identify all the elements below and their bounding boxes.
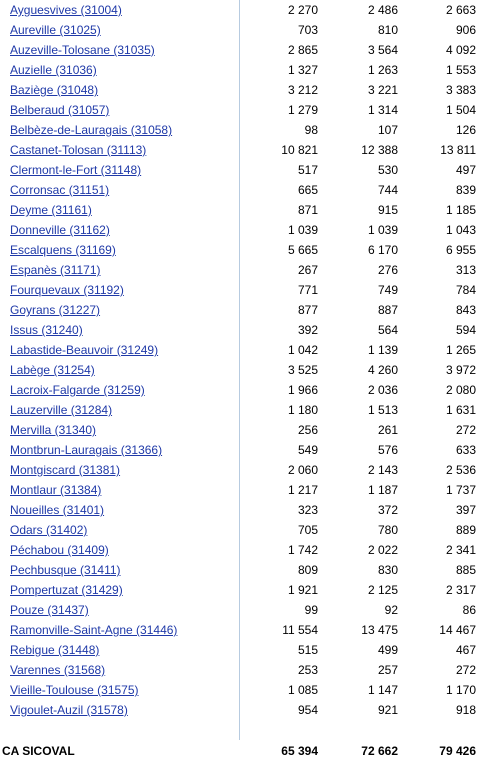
population-value-3: 2 341 xyxy=(445,543,476,557)
population-value-2: 276 xyxy=(377,263,398,277)
population-value-2: 564 xyxy=(377,323,398,337)
population-value-3: 3 383 xyxy=(445,83,476,97)
table-row xyxy=(0,140,480,160)
commune-link[interactable]: Pouze (31437) xyxy=(10,603,89,617)
population-value-3: 2 536 xyxy=(445,463,476,477)
commune-link[interactable]: Noueilles (31401) xyxy=(10,503,105,517)
population-value-1: 323 xyxy=(297,503,318,517)
table-row xyxy=(0,620,480,640)
population-value-2: 12 388 xyxy=(361,143,398,157)
population-value-1: 705 xyxy=(297,523,318,537)
commune-name-cell xyxy=(0,100,240,120)
population-value-3: 839 xyxy=(455,183,476,197)
population-value-1: 1 039 xyxy=(287,223,318,237)
population-value-3: 885 xyxy=(455,563,476,577)
commune-link[interactable]: Montgiscard (31381) xyxy=(10,463,121,477)
commune-name-cell xyxy=(0,520,240,540)
commune-link[interactable]: Vigoulet-Auzil (31578) xyxy=(10,703,128,717)
commune-link[interactable]: Donneville (31162) xyxy=(10,223,110,237)
commune-link[interactable]: Pechbusque (31411) xyxy=(10,563,121,577)
table-row xyxy=(0,380,480,400)
population-value-2: 2 036 xyxy=(367,383,398,397)
population-value-2: 1 139 xyxy=(367,343,398,357)
commune-link[interactable]: Lauzerville (31284) xyxy=(10,403,113,417)
table-row xyxy=(0,260,480,280)
population-value-1: 954 xyxy=(297,703,318,717)
population-value-2: 915 xyxy=(377,203,398,217)
commune-link[interactable]: Deyme (31161) xyxy=(10,203,92,217)
table-row xyxy=(0,360,480,380)
population-value-2: 530 xyxy=(377,163,398,177)
commune-link[interactable]: Belbèze-de-Lauragais (31058) xyxy=(10,123,173,137)
table-row xyxy=(0,520,480,540)
table-row xyxy=(0,300,480,320)
commune-link[interactable]: Belberaud (31057) xyxy=(10,103,110,117)
commune-link[interactable]: Auzeville-Tolosane (31035) xyxy=(10,43,155,57)
population-value-2: 257 xyxy=(377,663,398,677)
commune-link[interactable]: Pompertuzat (31429) xyxy=(10,583,123,597)
population-value-2: 2 125 xyxy=(367,583,398,597)
population-value-3: 1 737 xyxy=(445,483,476,497)
population-value-2: 744 xyxy=(377,183,398,197)
population-value-2: 1 263 xyxy=(367,63,398,77)
table-row xyxy=(0,560,480,580)
commune-link[interactable]: Corronsac (31151) xyxy=(10,183,110,197)
population-value-3: 2 080 xyxy=(445,383,476,397)
population-value-1: 1 085 xyxy=(287,683,318,697)
commune-name-cell xyxy=(0,560,240,580)
commune-link[interactable]: Escalquens (31169) xyxy=(10,243,116,257)
table-row xyxy=(0,600,480,620)
table-row xyxy=(0,400,480,420)
commune-name-cell xyxy=(0,260,240,280)
commune-name-cell xyxy=(0,160,240,180)
population-value-3: 126 xyxy=(455,123,476,137)
population-value-1: 1 180 xyxy=(287,403,318,417)
population-value-3: 918 xyxy=(455,703,476,717)
commune-name-cell xyxy=(0,320,240,340)
population-value-1: 871 xyxy=(297,203,318,217)
commune-name-cell xyxy=(0,580,240,600)
total-row xyxy=(0,740,480,762)
population-value-3: 14 467 xyxy=(439,623,476,637)
table-row xyxy=(0,120,480,140)
table-row xyxy=(0,200,480,220)
commune-link[interactable]: Rebigue (31448) xyxy=(10,643,100,657)
population-value-2: 372 xyxy=(377,503,398,517)
population-value-3: 4 092 xyxy=(445,43,476,57)
population-value-3: 843 xyxy=(455,303,476,317)
table-row xyxy=(0,60,480,80)
commune-name-cell xyxy=(0,660,240,680)
population-value-3: 889 xyxy=(455,523,476,537)
commune-name-cell xyxy=(0,140,240,160)
table-row xyxy=(0,180,480,200)
commune-name-cell xyxy=(0,40,240,60)
commune-name-cell xyxy=(0,300,240,320)
table-spacer xyxy=(0,720,480,740)
commune-link[interactable]: Fourquevaux (31192) xyxy=(10,283,124,297)
population-value-2: 2 486 xyxy=(367,3,398,17)
population-value-2: 107 xyxy=(377,123,398,137)
population-value-2: 2 143 xyxy=(367,463,398,477)
population-value-3: 6 955 xyxy=(445,243,476,257)
table-row xyxy=(0,320,480,340)
population-value-1: 517 xyxy=(297,163,318,177)
commune-link[interactable]: Montlaur (31384) xyxy=(10,483,102,497)
commune-name-cell xyxy=(0,500,240,520)
table-row xyxy=(0,160,480,180)
commune-name-cell xyxy=(0,200,240,220)
commune-name-cell xyxy=(0,80,240,100)
population-value-1: 809 xyxy=(297,563,318,577)
population-value-1: 11 554 xyxy=(282,623,318,637)
table-row xyxy=(0,220,480,240)
table-row xyxy=(0,700,480,720)
population-value-2: 810 xyxy=(377,23,398,37)
table-row xyxy=(0,680,480,700)
spacer-cell xyxy=(0,720,240,740)
commune-name-cell xyxy=(0,220,240,240)
population-value-1: 3 212 xyxy=(287,83,318,97)
commune-link[interactable]: Varennes (31568) xyxy=(10,663,106,677)
population-value-1: 3 525 xyxy=(287,363,318,377)
total-value-1: 65 394 xyxy=(281,744,318,758)
population-value-1: 253 xyxy=(297,663,318,677)
population-value-3: 633 xyxy=(455,443,476,457)
population-value-2: 3 564 xyxy=(367,43,398,57)
population-value-3: 313 xyxy=(455,263,476,277)
table-row xyxy=(0,100,480,120)
population-value-2: 749 xyxy=(377,283,398,297)
table-row xyxy=(0,460,480,480)
table-row xyxy=(0,340,480,360)
population-value-2: 3 221 xyxy=(367,83,398,97)
population-value-3: 2 663 xyxy=(445,3,476,17)
population-value-1: 1 279 xyxy=(287,103,318,117)
population-value-2: 13 475 xyxy=(361,623,398,637)
commune-name-cell xyxy=(0,600,240,620)
population-value-2: 1 147 xyxy=(367,683,398,697)
population-value-1: 1 327 xyxy=(287,63,318,77)
population-value-1: 1 742 xyxy=(287,543,318,557)
commune-link[interactable]: Vieille-Toulouse (31575) xyxy=(10,683,139,697)
commune-link[interactable]: Odars (31402) xyxy=(10,523,88,537)
population-value-3: 1 185 xyxy=(445,203,476,217)
population-value-2: 4 260 xyxy=(367,363,398,377)
population-value-2: 2 022 xyxy=(367,543,398,557)
population-value-3: 272 xyxy=(455,423,476,437)
table-row xyxy=(0,640,480,660)
commune-link[interactable]: Labège (31254) xyxy=(10,363,95,377)
population-value-1: 1 921 xyxy=(287,583,318,597)
table-row xyxy=(0,240,480,260)
commune-name-cell xyxy=(0,380,240,400)
table-row xyxy=(0,440,480,460)
table-row xyxy=(0,420,480,440)
population-value-1: 1 217 xyxy=(287,483,318,497)
population-value-1: 703 xyxy=(297,23,318,37)
population-value-3: 13 811 xyxy=(440,143,476,157)
population-value-3: 1 170 xyxy=(445,683,476,697)
table-row xyxy=(0,0,480,20)
population-value-3: 1 553 xyxy=(445,63,476,77)
commune-link[interactable]: Mervilla (31340) xyxy=(10,423,97,437)
population-value-1: 665 xyxy=(297,183,318,197)
commune-name-cell xyxy=(0,0,240,20)
population-value-1: 10 821 xyxy=(281,143,318,157)
population-value-1: 2 060 xyxy=(287,463,318,477)
population-value-1: 256 xyxy=(297,423,318,437)
table-row xyxy=(0,20,480,40)
population-value-1: 771 xyxy=(297,283,318,297)
commune-name-cell xyxy=(0,280,240,300)
population-value-1: 549 xyxy=(297,443,318,457)
commune-name-cell xyxy=(0,700,240,720)
commune-link[interactable]: Labastide-Beauvoir (31249) xyxy=(10,343,159,357)
population-value-3: 784 xyxy=(455,283,476,297)
population-value-3: 467 xyxy=(455,643,476,657)
commune-link[interactable]: Clermont-le-Fort (31148) xyxy=(10,163,142,177)
commune-link[interactable]: Espanès (31171) xyxy=(10,263,101,277)
population-value-3: 1 631 xyxy=(445,403,476,417)
commune-name-cell xyxy=(0,480,240,500)
commune-name-cell xyxy=(0,180,240,200)
commune-link[interactable]: Auzielle (31036) xyxy=(10,63,97,77)
commune-name-cell xyxy=(0,540,240,560)
table-row xyxy=(0,80,480,100)
population-value-1: 2 865 xyxy=(287,43,318,57)
commune-name-cell xyxy=(0,20,240,40)
commune-name-cell xyxy=(0,640,240,660)
table-row xyxy=(0,280,480,300)
commune-name-cell xyxy=(0,400,240,420)
commune-link[interactable]: Goyrans (31227) xyxy=(10,303,101,317)
commune-name-cell xyxy=(0,60,240,80)
commune-link[interactable]: Ayguesvives (31004) xyxy=(10,3,122,17)
commune-link[interactable]: Ramonville-Saint-Agne (31446) xyxy=(10,623,178,637)
population-value-2: 830 xyxy=(377,563,398,577)
population-value-2: 92 xyxy=(384,603,398,617)
commune-name-cell xyxy=(0,440,240,460)
population-value-3: 86 xyxy=(462,603,476,617)
commune-link[interactable]: Péchabou (31409) xyxy=(10,543,109,557)
population-value-3: 1 043 xyxy=(445,223,476,237)
population-value-3: 906 xyxy=(455,23,476,37)
population-value-1: 5 665 xyxy=(287,243,318,257)
population-value-2: 887 xyxy=(377,303,398,317)
population-value-2: 6 170 xyxy=(367,243,398,257)
table-row xyxy=(0,480,480,500)
population-value-1: 2 270 xyxy=(287,3,318,17)
table-row xyxy=(0,580,480,600)
commune-name-cell xyxy=(0,460,240,480)
population-value-2: 1 187 xyxy=(367,483,398,497)
population-value-1: 515 xyxy=(297,643,318,657)
total-label: CA SICOVAL xyxy=(2,744,75,758)
commune-name-cell xyxy=(0,680,240,700)
population-value-1: 98 xyxy=(304,123,318,137)
population-value-3: 1 504 xyxy=(445,103,476,117)
population-value-2: 499 xyxy=(377,643,398,657)
commune-name-cell xyxy=(0,360,240,380)
commune-link[interactable]: Lacroix-Falgarde (31259) xyxy=(10,383,145,397)
commune-link[interactable]: Aureville (31025) xyxy=(10,23,101,37)
population-value-2: 576 xyxy=(377,443,398,457)
commune-name-cell xyxy=(0,620,240,640)
table-row xyxy=(0,500,480,520)
population-value-2: 780 xyxy=(377,523,398,537)
total-value-2: 72 662 xyxy=(361,744,398,758)
population-value-3: 594 xyxy=(455,323,476,337)
population-value-2: 1 039 xyxy=(367,223,398,237)
population-value-2: 261 xyxy=(377,423,398,437)
population-value-1: 1 042 xyxy=(287,343,318,357)
commune-name-cell xyxy=(0,420,240,440)
table-row xyxy=(0,40,480,60)
commune-name-cell xyxy=(0,120,240,140)
population-value-3: 1 265 xyxy=(445,343,476,357)
commune-link[interactable]: Castanet-Tolosan (31113) xyxy=(10,143,147,157)
commune-link[interactable]: Baziège (31048) xyxy=(10,83,99,97)
population-value-1: 267 xyxy=(297,263,318,277)
population-value-1: 877 xyxy=(297,303,318,317)
population-value-1: 99 xyxy=(304,603,318,617)
commune-name-cell xyxy=(0,240,240,260)
table-row xyxy=(0,660,480,680)
commune-name-cell xyxy=(0,340,240,360)
population-value-3: 397 xyxy=(455,503,476,517)
total-value-3: 79 426 xyxy=(439,744,476,758)
population-value-3: 2 317 xyxy=(445,583,476,597)
population-value-2: 1 513 xyxy=(367,403,398,417)
population-value-3: 497 xyxy=(455,163,476,177)
population-value-1: 1 966 xyxy=(287,383,318,397)
population-value-2: 1 314 xyxy=(367,103,398,117)
population-value-2: 921 xyxy=(377,703,398,717)
population-value-1: 392 xyxy=(297,323,318,337)
commune-link[interactable]: Issus (31240) xyxy=(10,323,83,337)
population-value-3: 3 972 xyxy=(445,363,476,377)
population-value-3: 272 xyxy=(455,663,476,677)
commune-link[interactable]: Montbrun-Lauragais (31366) xyxy=(10,443,163,457)
table-row xyxy=(0,540,480,560)
